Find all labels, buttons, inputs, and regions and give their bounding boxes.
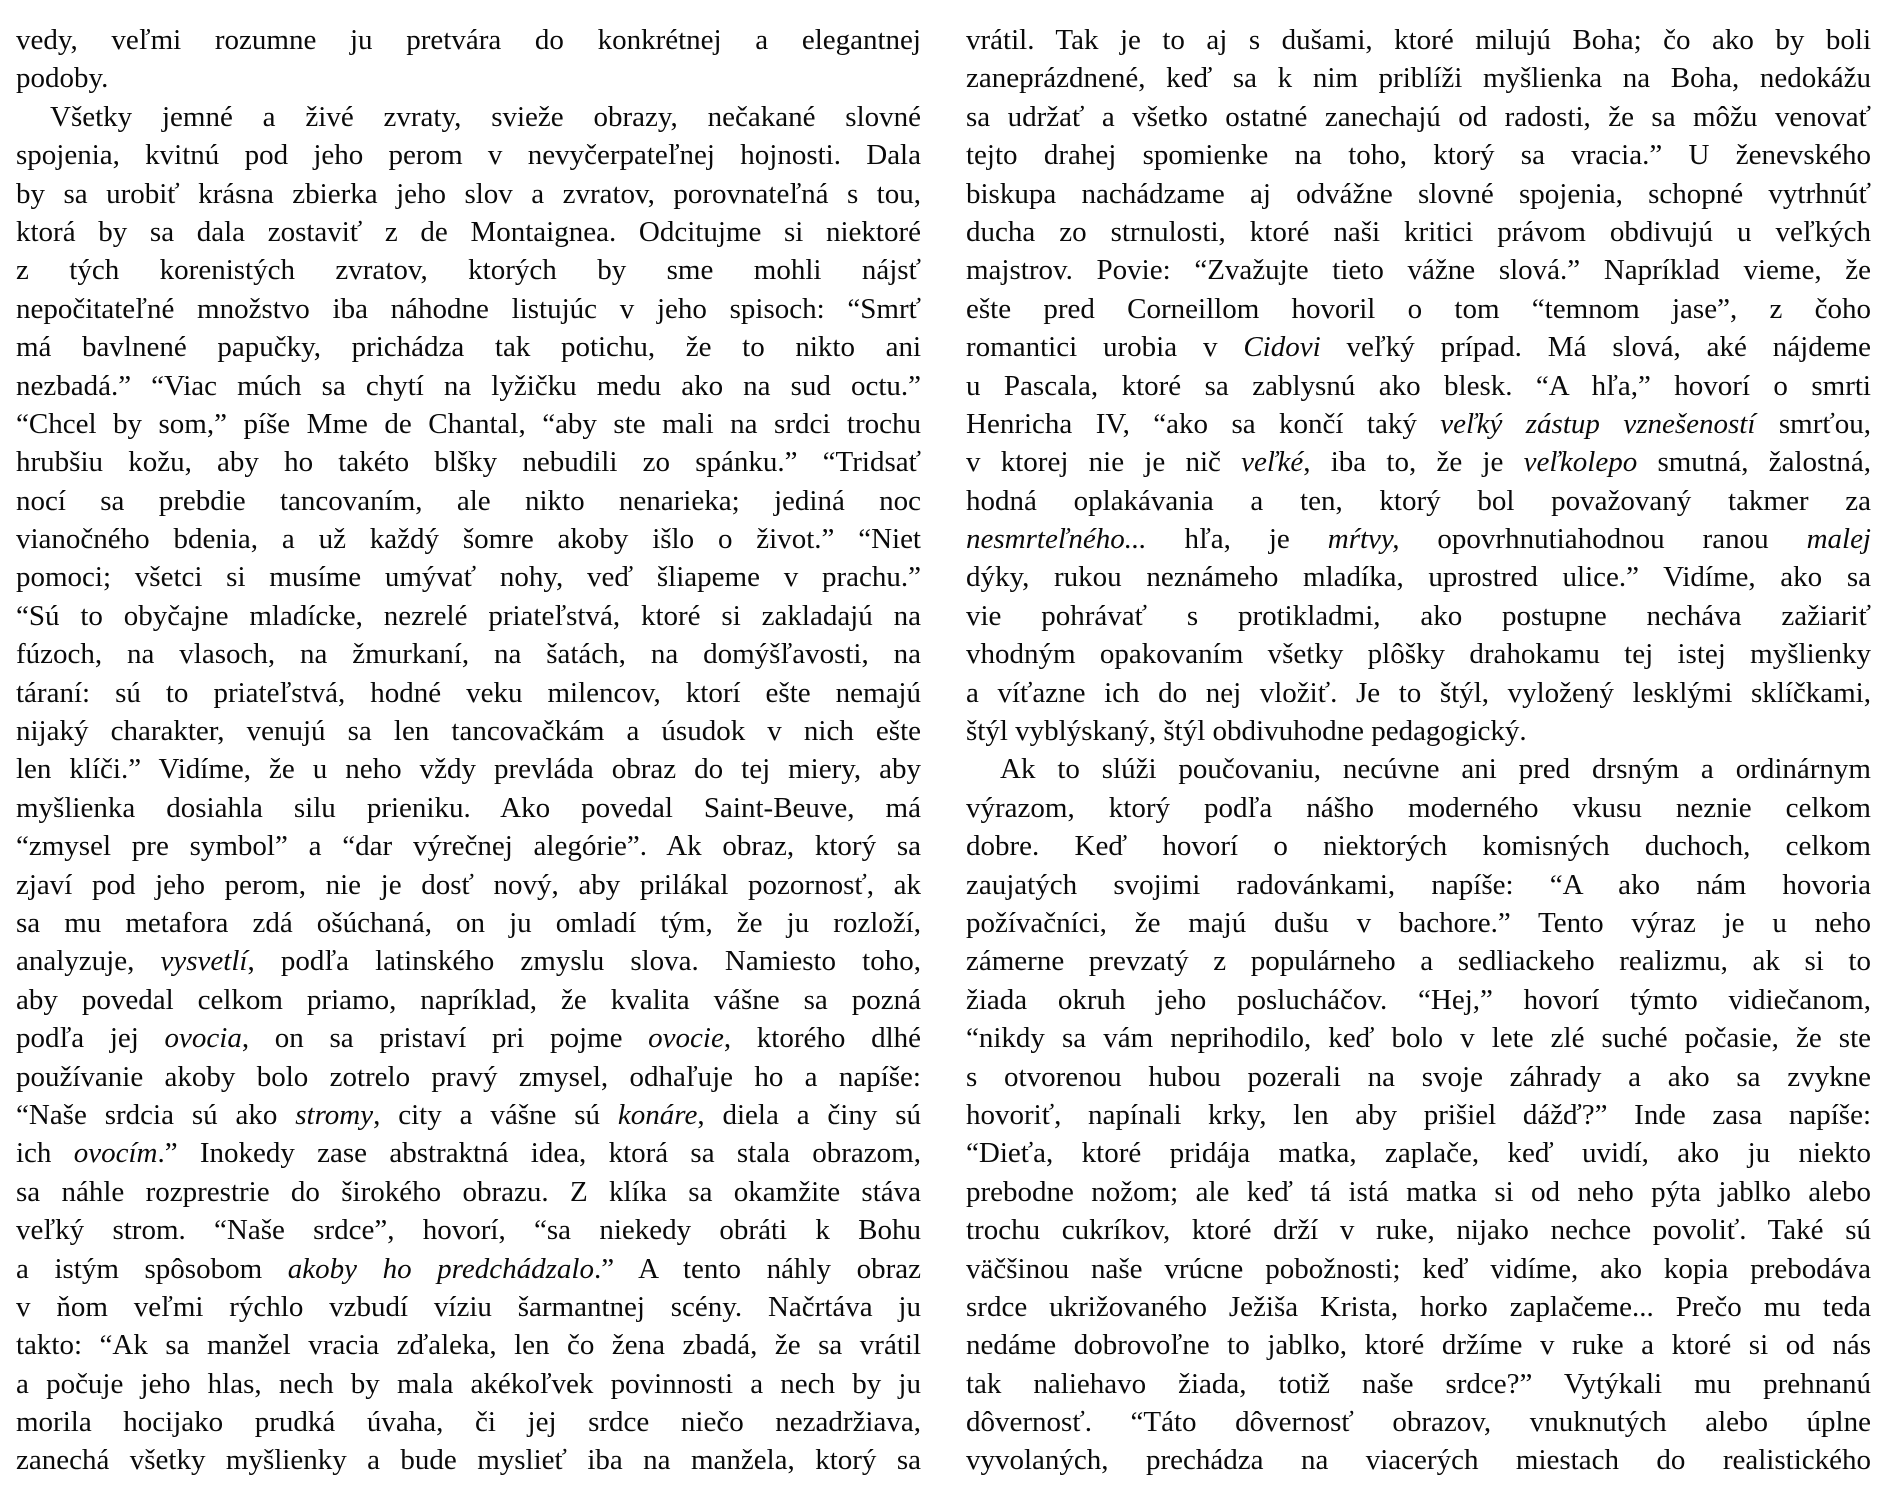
text-line — [966, 520, 1871, 558]
text-column-right — [966, 21, 1871, 1500]
text-line — [966, 904, 1871, 942]
text-run: z tých korenistých zvratov, ktorých by sme mohli nájsť — [16, 254, 921, 287]
text-run: podľa jej — [16, 1022, 165, 1055]
text-run: pomoci; všetci si musíme umývať nohy, veď šliapeme v prachu.” — [16, 561, 921, 594]
text-line — [966, 1250, 1871, 1288]
text-line — [966, 136, 1871, 174]
italic-text-run: konáre — [617, 1098, 698, 1131]
text-run: vianočného bdenia, a už každý šomre akoby išlo o život.” “Niet — [16, 523, 921, 556]
text-line — [966, 328, 1871, 366]
text-line — [966, 942, 1871, 980]
text-line — [16, 405, 921, 443]
text-run: používanie akoby bolo zotrelo pravý zmysel, odhaľuje ho a napíše: — [16, 1060, 921, 1093]
text-run: , diela a činy sú — [697, 1098, 921, 1131]
text-line — [966, 1441, 1871, 1479]
text-run: myšlienka dosiahla silu prieniku. Ako povedal Saint-Beuve, má — [16, 791, 921, 824]
text-line — [966, 1096, 1871, 1134]
text-line — [16, 558, 921, 596]
text-line — [16, 904, 921, 942]
text-run: zaujatých svojimi radovánkami, napíše: “A ako nám hovoria — [966, 868, 1871, 901]
text-run: a víťazne ich do nej vložiť. Je to štýl, vyložený lesklými sklíčkami, — [966, 676, 1871, 709]
text-run: nezbadá.” “Viac múch sa chytí na lyžičku medu ako na sud octu.” — [16, 369, 921, 402]
text-run: len klíči.” Vidíme, že u neho vždy prevláda obraz do tej miery, aby — [16, 753, 921, 786]
italic-text-run: akoby ho predchádzalo — [287, 1252, 594, 1285]
text-run: vyvolaných, prechádza na viacerých miestach do realistického — [966, 1444, 1871, 1477]
italic-text-run: vysvetlí — [160, 945, 248, 978]
text-line — [16, 866, 921, 904]
text-run: zjaví pod jeho perom, nie je dosť nový, aby prilákal pozornosť, ak — [16, 868, 921, 901]
text-line — [16, 59, 921, 97]
text-line — [966, 405, 1871, 443]
italic-text-run: ovocie — [648, 1022, 724, 1055]
text-run: tejto drahej spomienke na toho, ktorý sa vracia.” U ženevského — [966, 139, 1871, 172]
text-run: tak naliehavo žiada, totiž naše srdce?” Vytýkali mu prehnanú — [966, 1367, 1871, 1400]
text-run: smutná, žalostná, — [1637, 446, 1871, 479]
text-line — [16, 1326, 921, 1364]
text-run: , podľa latinského zmyslu slova. Namiesto toho, — [247, 945, 921, 978]
text-run: nocí sa prebdie tancovaním, ale nikto nenarieka; jediná noc — [16, 484, 921, 517]
text-line — [966, 1365, 1871, 1403]
text-line — [16, 1288, 921, 1326]
text-line — [16, 1441, 921, 1479]
text-run: veľký prípad. Má slová, aké nájdeme — [1320, 331, 1871, 364]
text-run: majstrov. Povie: “Zvažujte tieto vážne slová.” Napríklad vieme, že — [966, 254, 1871, 287]
text-run: v ktorej nie je nič — [966, 446, 1242, 479]
text-run: prebodne nožom; ale keď tá istá matka si od neho pýta jablko alebo — [966, 1175, 1871, 1208]
text-line — [16, 712, 921, 750]
text-run: “nikdy sa vám neprihodilo, keď bolo v lete zlé suché počasie, že ste — [966, 1022, 1871, 1055]
text-run: “Naše srdcia sú ako — [16, 1098, 296, 1131]
text-run: podoby. — [16, 62, 109, 95]
text-line — [16, 674, 921, 712]
text-line — [16, 290, 921, 328]
text-line — [16, 367, 921, 405]
text-line — [966, 1288, 1871, 1326]
text-line — [16, 482, 921, 520]
text-run: nedáme dobrovoľne to jablko, ktoré držíme v ruke a ktoré si od nás — [966, 1329, 1871, 1362]
italic-text-run: veľké — [1241, 446, 1304, 479]
text-line — [16, 21, 921, 59]
text-line — [966, 558, 1871, 596]
text-run: žiada okruh jeho poslucháčov. “Hej,” hovorí týmto vidiečanom, — [966, 983, 1871, 1016]
text-run: zanechá všetky myšlienky a bude myslieť iba na manžela, ktorý sa — [16, 1444, 921, 1477]
italic-text-run: mŕtvy, — [1327, 523, 1400, 556]
text-line — [16, 1058, 921, 1096]
text-run: nijaký charakter, venujú sa len tancovačkám a úsudok v nich ešte — [16, 715, 921, 748]
text-line — [966, 367, 1871, 405]
text-run: , ktorého dlhé — [723, 1022, 921, 1055]
italic-text-run: malej — [1806, 523, 1871, 556]
text-line — [16, 1250, 921, 1288]
text-run: “Sú to obyčajne mladícke, nezrelé priateľstvá, ktoré si zakladajú na — [16, 599, 921, 632]
text-run: vie pohrávať s protikladmi, ako postupne necháva zažiariť — [966, 599, 1871, 632]
text-run: s otvorenou hubou pozerali na svoje záhrady a ako sa zvykne — [966, 1060, 1871, 1093]
text-line — [966, 98, 1871, 136]
text-run: má bavlnené papučky, prichádza tak potichu, že to nikto ani — [16, 331, 921, 364]
text-line — [966, 175, 1871, 213]
text-line — [966, 443, 1871, 481]
text-run: “zmysel pre symbol” a “dar výrečnej alegórie”. Ak obraz, ktorý sa — [16, 830, 921, 863]
text-run: zaneprázdnené, keď sa k nim priblíži myšlienka na Boha, nedokážu — [966, 62, 1871, 95]
text-run: .” Inokedy zase abstraktná idea, ktorá sa stala obrazom, — [157, 1137, 921, 1170]
text-run: nepočitateľné množstvo iba náhodne listujúc v jeho spisoch: “Smrť — [16, 292, 921, 325]
text-line — [966, 712, 1871, 750]
text-run: sa mu metafora zdá ošúchaná, on ju omladí tým, že ju rozloží, — [16, 906, 921, 939]
text-line — [16, 98, 921, 136]
text-run: veľký strom. “Naše srdce”, hovorí, “sa niekedy obráti k Bohu — [16, 1214, 921, 1247]
text-run: zámerne prevzatý z populárneho a sedliackeho realizmu, ak si to — [966, 945, 1871, 978]
text-run: Všetky jemné a živé zvraty, svieže obrazy, nečakané slovné — [50, 100, 921, 133]
text-line — [16, 520, 921, 558]
text-line — [966, 981, 1871, 1019]
text-line — [16, 597, 921, 635]
text-run: , city a vášne sú — [373, 1098, 618, 1131]
text-line — [966, 482, 1871, 520]
text-run: požívačníci, že majú dušu v bachore.” Tento výraz je u neho — [966, 906, 1871, 939]
text-line — [966, 866, 1871, 904]
text-run: Ak to slúži poučovaniu, necúvne ani pred drsným a ordinárnym — [1000, 753, 1871, 786]
text-line — [16, 175, 921, 213]
text-line — [16, 251, 921, 289]
text-run: srdce ukrižovaného Ježiša Krista, horko zaplačeme... Prečo mu teda — [966, 1290, 1871, 1323]
text-run: hrubšiu kožu, aby ho takéto blšky nebudili zo spánku.” “Tridsať — [16, 446, 921, 479]
text-run: výrazom, ktorý podľa nášho moderného vkusu neznie celkom — [966, 791, 1871, 824]
text-run: ich — [16, 1137, 74, 1170]
text-run: v ňom veľmi rýchlo vzbudí víziu šarmantnej scény. Načrtáva ju — [16, 1290, 921, 1323]
text-line — [16, 1173, 921, 1211]
text-run: analyzuje, — [16, 945, 161, 978]
text-run: “Chcel by som,” píše Mme de Chantal, “aby ste mali na srdci trochu — [16, 407, 921, 440]
text-line — [966, 59, 1871, 97]
text-run: ducha zo strnulosti, ktoré naši kritici právom obdivujú u veľkých — [966, 215, 1871, 248]
italic-text-run: nesmrteľného... — [966, 523, 1147, 556]
text-line — [966, 1326, 1871, 1364]
text-line — [966, 1019, 1871, 1057]
text-run: smrťou, — [1755, 407, 1871, 440]
text-line — [966, 827, 1871, 865]
text-line — [966, 290, 1871, 328]
text-run: a počuje jeho hlas, nech by mala akékoľvek povinnosti a nech by ju — [16, 1367, 921, 1400]
text-line — [16, 1134, 921, 1172]
text-run: táraní: sú to priateľstvá, hodné veku milencov, ktorí ešte nemajú — [16, 676, 921, 709]
italic-text-run: veľkolepo — [1523, 446, 1638, 479]
text-line — [16, 213, 921, 251]
text-line — [16, 942, 921, 980]
text-run: .” A tento náhly obraz — [593, 1252, 921, 1285]
italic-text-run: stromy — [295, 1098, 374, 1131]
text-run: trochu cukríkov, ktoré drží v ruke, nijako nechce povoliť. Také sú — [966, 1214, 1871, 1247]
italic-text-run: veľký zástup vznešeností — [1440, 407, 1756, 440]
text-line — [966, 635, 1871, 673]
text-run: aby povedal celkom priamo, napríklad, že kvalita vášne sa pozná — [16, 983, 921, 1016]
text-run: biskupa nachádzame aj odvážne slovné spojenia, schopné vytrhnúť — [966, 177, 1871, 210]
text-line — [16, 136, 921, 174]
text-run: dobre. Keď hovorí o niektorých komisných duchoch, celkom — [966, 830, 1871, 863]
text-line — [966, 1173, 1871, 1211]
text-run: , on sa pristaví pri pojme — [241, 1022, 649, 1055]
text-run: , iba to, že je — [1303, 446, 1524, 479]
text-line — [966, 213, 1871, 251]
text-run: Henricha IV, “ako sa končí taký — [966, 407, 1441, 440]
text-run: štýl vyblýskaný, štýl obdivuhodne pedagogický. — [966, 715, 1527, 748]
text-line — [16, 1211, 921, 1249]
italic-text-run: ovocím — [73, 1137, 158, 1170]
text-run: väčšinou naše vrúcne pobožnosti; keď vidíme, ako kopia prebodáva — [966, 1252, 1871, 1285]
text-line — [966, 750, 1871, 788]
text-line — [966, 597, 1871, 635]
text-run: vrátil. Tak je to aj s dušami, ktoré milujú Boha; čo ako by boli — [966, 24, 1871, 56]
text-run: by sa urobiť krásna zbierka jeho slov a zvratov, porovnateľná s tou, — [16, 177, 921, 210]
text-run: morila hocijako prudká úvaha, či jej srdce niečo nezadržiava, — [16, 1406, 921, 1439]
text-run: ešte pred Corneillom hovoril o tom “temnom jase”, z čoho — [966, 292, 1871, 325]
text-run: spojenia, kvitnú pod jeho perom v nevyčerpateľnej hojnosti. Dala — [16, 139, 921, 172]
text-run: u Pascala, ktoré sa zablysnú ako blesk. “A hľa,” hovorí o smrti — [966, 369, 1871, 402]
text-run: sa náhle rozprestrie do širokého obrazu. Z klíka sa okamžite stáva — [16, 1175, 921, 1208]
text-run: opovrhnutiahodnou ranou — [1399, 523, 1807, 556]
text-run: ktorá by sa dala zostaviť z de Montaignea. Odcitujme si niektoré — [16, 215, 921, 248]
text-line — [16, 981, 921, 1019]
text-line — [16, 328, 921, 366]
text-line — [966, 1211, 1871, 1249]
text-line — [16, 443, 921, 481]
text-line — [16, 1019, 921, 1057]
text-run: vhodným opakovaním všetky plôšky drahokamu tej istej myšlienky — [966, 638, 1871, 671]
italic-text-run: ovocia — [164, 1022, 242, 1055]
text-column-left — [16, 21, 921, 1500]
text-line — [16, 827, 921, 865]
italic-text-run: Cidovi — [1243, 331, 1321, 364]
text-line — [16, 1365, 921, 1403]
text-run: fúzoch, na vlasoch, na žmurkaní, na šatách, na domýšľavosti, na — [16, 638, 921, 671]
text-line — [966, 21, 1871, 59]
text-line — [966, 789, 1871, 827]
text-run: a istým spôsobom — [16, 1252, 288, 1285]
text-line — [966, 251, 1871, 289]
text-line — [966, 674, 1871, 712]
text-line — [16, 789, 921, 827]
text-run: dýky, rukou neznámeho mladíka, uprostred ulice.” Vidíme, ako sa — [966, 561, 1871, 594]
text-line — [16, 1403, 921, 1441]
text-run: takto: “Ak sa manžel vracia zďaleka, len čo žena zbadá, že sa vrátil — [16, 1329, 921, 1362]
text-line — [16, 750, 921, 788]
text-line — [16, 1096, 921, 1134]
text-run: romantici urobia v — [966, 331, 1244, 364]
text-run: sa udržať a všetko ostatné zanechajú od radosti, že sa môžu venovať — [966, 100, 1871, 133]
text-line — [966, 1403, 1871, 1441]
text-run: vedy, veľmi rozumne ju pretvára do konkrétnej a elegantnej — [16, 24, 921, 56]
text-line — [16, 635, 921, 673]
text-run: hodná oplakávania a ten, ktorý bol považovaný takmer za — [966, 484, 1871, 517]
text-run: dôvernosť. “Táto dôvernosť obrazov, vnuknutých alebo úplne — [966, 1406, 1871, 1439]
text-line — [966, 1134, 1871, 1172]
text-run: hovoriť, napínali krky, len aby prišiel dážď?” Inde zasa napíše: — [966, 1098, 1871, 1131]
text-run: hľa, je — [1146, 523, 1328, 556]
text-run: “Dieťa, ktoré pridája matka, zaplače, keď uvidí, ako ju niekto — [966, 1137, 1871, 1170]
text-line — [966, 1058, 1871, 1096]
